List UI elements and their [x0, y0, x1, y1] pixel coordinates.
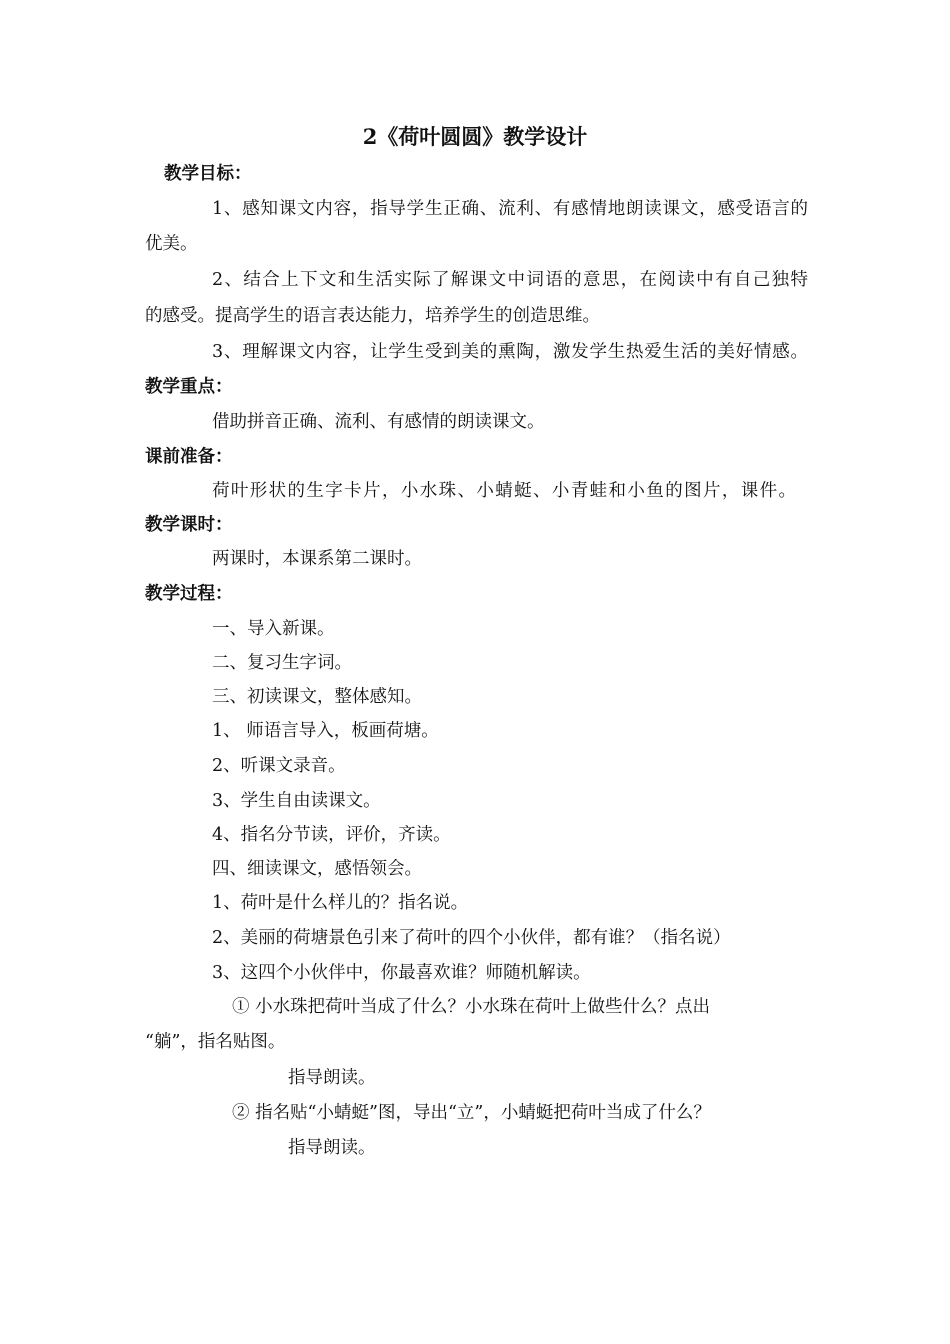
- objective-1-line-1: 1、感知课文内容，指导学生正确、流利、有感情地朗读课文，感受语言的: [212, 199, 808, 219]
- sub-item-2-line-1: ② 指名贴“小蜻蜓”图，导出“立”，小蜻蜓把荷叶当成了什么？: [232, 1103, 711, 1123]
- key-points-text: 借助拼音正确、流利、有感情的朗读课文。: [212, 412, 545, 432]
- process-step-4-2: 2、美丽的荷塘景色引来了荷叶的四个小伙伴，都有谁？（指名说）: [212, 928, 731, 948]
- process-step-4: 四、细读课文，感悟领会。: [212, 859, 422, 879]
- process-step-3-3: 3、学生自由读课文。: [212, 791, 381, 811]
- preparation-text: 荷叶形状的生字卡片，小水珠、小蜻蜓、小青蛙和小鱼的图片，课件。: [212, 481, 796, 501]
- sub-item-1-guide: 指导朗读。: [288, 1068, 376, 1088]
- process-step-2: 二、复习生字词。: [212, 653, 352, 673]
- process-step-3-2: 2、听课文录音。: [212, 756, 346, 776]
- key-points-heading: 教学重点：: [145, 377, 233, 397]
- sub-item-1-line-1: ① 小水珠把荷叶当成了什么？小水珠在荷叶上做些什么？点出: [232, 997, 711, 1017]
- objective-2-line-1: 2、结合上下文和生活实际了解课文中词语的意思，在阅读中有自己独特: [212, 270, 808, 290]
- process-step-3: 三、初读课文，整体感知。: [212, 687, 422, 707]
- process-step-1: 一、导入新课。: [212, 619, 335, 639]
- objective-3: 3、理解课文内容，让学生受到美的熏陶，激发学生热爱生活的美好情感。: [212, 342, 808, 362]
- sub-item-1-line-2: “躺”，指名贴图。: [145, 1032, 286, 1052]
- document-title: 2《荷叶圆圆》教学设计: [362, 124, 588, 149]
- process-step-3-4: 4、指名分节读，评价，齐读。: [212, 825, 451, 845]
- process-heading: 教学过程：: [145, 584, 233, 604]
- objective-1-line-2: 优美。: [145, 234, 198, 254]
- preparation-heading: 课前准备：: [145, 447, 233, 467]
- objective-2-line-2: 的感受。提高学生的语言表达能力，培养学生的创造思维。: [145, 306, 600, 326]
- class-hours-heading: 教学课时：: [145, 515, 233, 535]
- objectives-heading: 教学目标：: [164, 164, 252, 184]
- class-hours-text: 两课时，本课系第二课时。: [212, 549, 422, 569]
- sub-item-2-guide: 指导朗读。: [288, 1138, 376, 1158]
- process-step-4-3: 3、这四个小伙伴中，你最喜欢谁？师随机解读。: [212, 963, 591, 983]
- process-step-3-1: 1、 师语言导入，板画荷塘。: [212, 721, 439, 741]
- process-step-4-1: 1、荷叶是什么样儿的？指名说。: [212, 893, 469, 913]
